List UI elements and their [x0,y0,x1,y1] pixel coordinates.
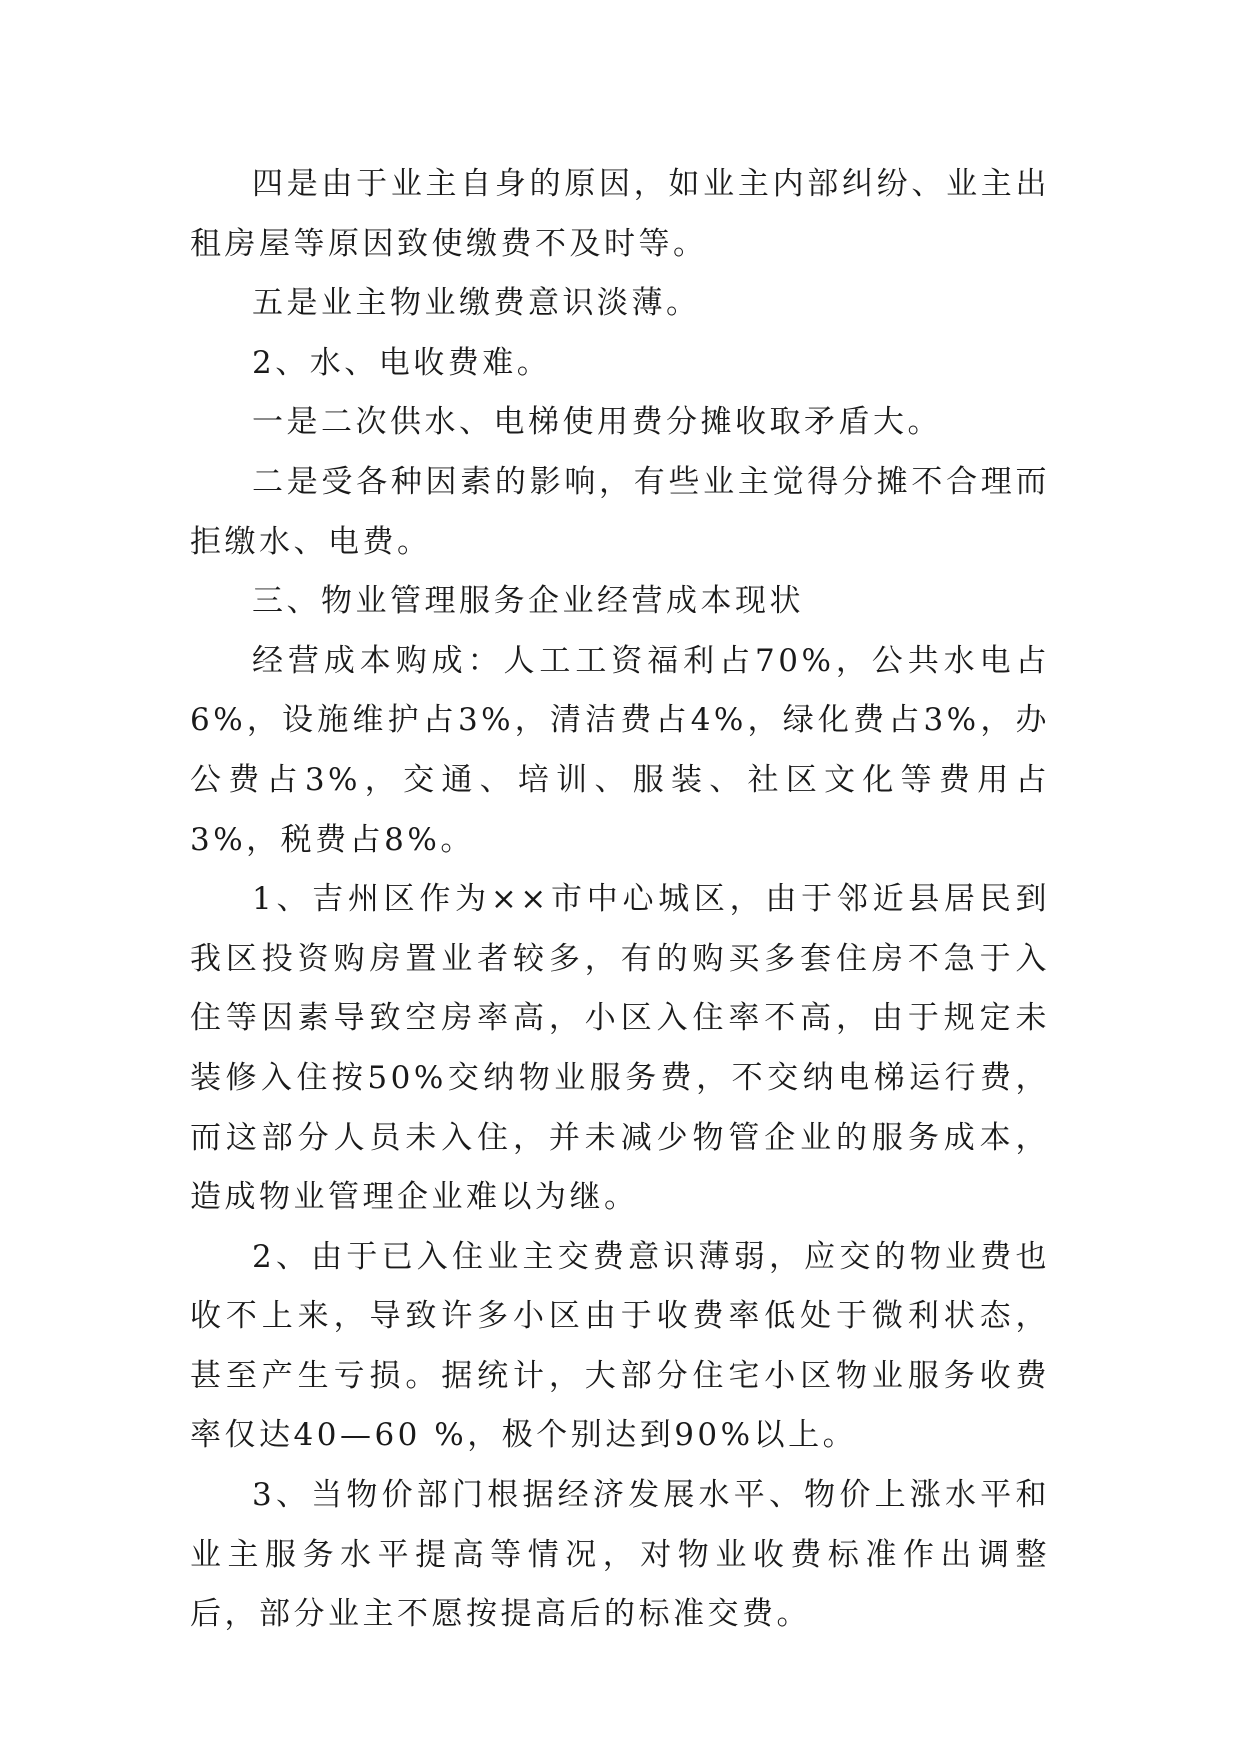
paragraph-water-point-two: 二是受各种因素的影响，有些业主觉得分摊不合理而拒缴水、电费。 [190,463,1050,560]
paragraph-reason-five: 五是业主物业缴费意识淡薄。 [252,285,701,322]
paragraph-cost-composition: 经营成本购成：人工工资福利占70%，公共水电占6%，设施维护占3%，清洁费占4%，绿化费占3%，办公费占3%，交通、培训、服装、社区文化等费用占3%，税费占8%。 [190,642,1050,858]
paragraph-water-point-one: 一是二次供水、电梯使用费分摊收取矛盾大。 [252,404,942,441]
paragraph-cost-point-three: 3、当物价部门根据经济发展水平、物价上涨水平和业主服务水平提高等情况，对物业收费标准作出调整后，部分业主不愿按提高后的标准交费。 [190,1477,1050,1633]
section-heading-operating-cost: 三、物业管理服务企业经营成本现状 [252,583,804,620]
paragraph-cost-point-two: 2、由于已入住业主交费意识薄弱，应交的物业费也收不上来，导致许多小区由于收费率低处于微利状态，甚至产生亏损。据统计，大部分住宅小区物业服务收费率仅达40—60 %，极个别达到90%以上。 [190,1238,1050,1454]
document-body [190,155,1050,1645]
paragraph-cost-point-one: 1、吉州区作为××市中心城区，由于邻近县居民到我区投资购房置业者较多，有的购买多套住房不急于入住等因素导致空房率高，小区入住率不高，由于规定未装修入住按50%交纳物业服务费，不交纳电梯运行费，而这部分人员未入住，并未减少物管企业的服务成本，造成物业管理企业难以为继。 [190,881,1050,1216]
paragraph-reason-four: 四是由于业主自身的原因，如业主内部纠纷、业主出租房屋等原因致使缴费不及时等。 [190,166,1050,262]
heading-water-electric-fees: 2、水、电收费难。 [252,344,552,381]
